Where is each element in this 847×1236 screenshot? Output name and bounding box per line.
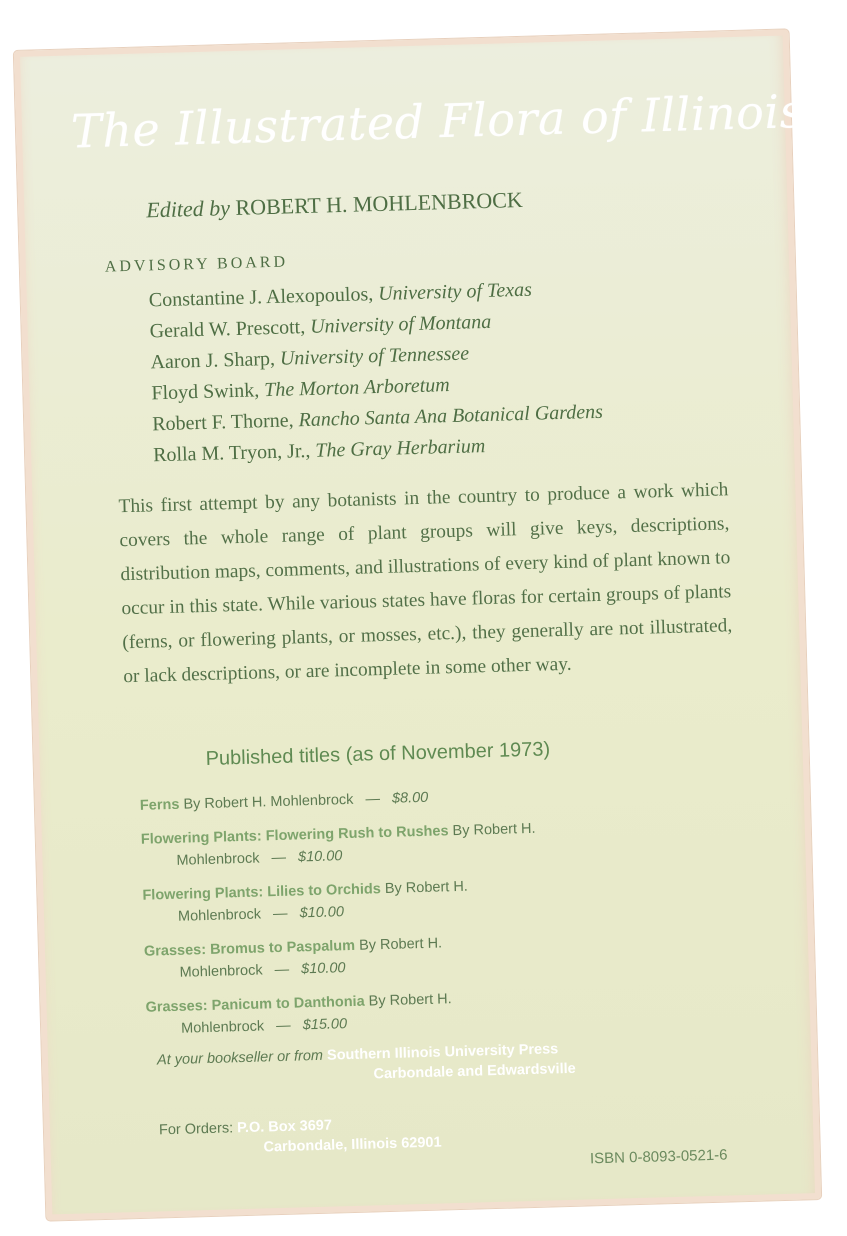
member-affiliation: The Gray Herbarium <box>315 435 486 462</box>
advisory-board-heading: ADVISORY BOARD <box>104 253 289 276</box>
edited-by-label: Edited by <box>145 195 231 223</box>
title-dash: — <box>275 1017 291 1035</box>
member-name: Aaron J. Sharp, <box>150 347 276 374</box>
book-back-cover <box>14 29 821 1220</box>
title-entry <box>141 812 742 873</box>
title-name: Ferns <box>139 796 180 814</box>
title-author-cont: Mohlenbrock <box>176 850 260 869</box>
member-affiliation: University of Texas <box>377 278 533 305</box>
title-author: By Robert H. <box>358 935 443 954</box>
title-price: $10.00 <box>299 904 345 922</box>
title-name: Flowering Plants: Lilies to Orchids <box>142 881 382 904</box>
title-price: $10.00 <box>297 848 343 866</box>
title-dash: — <box>272 905 288 923</box>
member-name: Constantine J. Alexopoulos, <box>148 283 374 312</box>
bookseller-label: At your bookseller or from <box>156 1047 324 1069</box>
editor-line <box>146 187 523 224</box>
title-dash: — <box>365 791 381 808</box>
title-dash: — <box>274 961 290 979</box>
title-author: By Robert H. Mohlenbrock <box>183 791 354 813</box>
member-affiliation: The Morton Arboretum <box>263 374 450 402</box>
title-author: By Robert H. <box>368 991 452 1010</box>
orders-info <box>159 1115 442 1159</box>
title-author: By Robert H. <box>384 878 469 898</box>
title-name: Flowering Plants: Flowering Rush to Rushes <box>140 823 449 848</box>
publisher-location: Carbondale and Edwardsville <box>373 1060 576 1083</box>
title-name: Grasses: Bromus to Paspalum <box>143 937 356 960</box>
published-titles-heading: Published titles (as of November 1973) <box>205 738 551 770</box>
member-affiliation: University of Montana <box>309 310 492 338</box>
isbn-number: ISBN 0-8093-0521-6 <box>589 1146 728 1168</box>
title-entry <box>142 868 743 929</box>
title-name: Grasses: Panicum to Danthonia <box>145 993 365 1016</box>
member-name: Rolla M. Tryon, Jr., <box>152 439 311 467</box>
publisher-name: Southern Illinois University Press <box>326 1041 559 1064</box>
title-price: $10.00 <box>300 960 346 978</box>
title-author: By Robert H. <box>452 820 536 840</box>
editor-name: ROBERT H. MOHLENBROCK <box>235 186 524 220</box>
book-title: The Illustrated Flora of Illinois <box>70 84 805 159</box>
title-entry <box>144 924 745 985</box>
advisory-board-list <box>148 273 604 472</box>
title-price: $15.00 <box>302 1016 348 1034</box>
title-author-cont: Mohlenbrock <box>180 1018 265 1037</box>
title-price: $8.00 <box>391 789 429 807</box>
published-titles-list <box>140 778 747 1053</box>
member-affiliation: University of Tennessee <box>279 342 470 370</box>
member-affiliation: Rancho Santa Ana Botanical Gardens <box>298 400 604 432</box>
orders-address-line1: P.O. Box 3697 <box>236 1117 333 1137</box>
member-name: Floyd Swink, <box>151 379 260 405</box>
orders-address-line2: Carbondale, Illinois 62901 <box>263 1134 442 1156</box>
title-entry <box>145 980 746 1041</box>
book-description: This first attempt by any botanists in the country to produce a work which covers the whole range of plant groups will give keys, descriptions, distribution maps, comments, and illustrations of every kind of plant known to occur in this state. While various states have floras for certain groups of plants (ferns, or flowering plants, or mosses, etc.), they generally are not illustrated, or lack descriptions, or are incomplete in some other way. <box>118 479 733 688</box>
title-author-cont: Mohlenbrock <box>177 906 262 925</box>
title-entry <box>140 778 740 817</box>
title-dash: — <box>271 849 287 867</box>
title-author-cont: Mohlenbrock <box>179 962 263 981</box>
member-name: Gerald W. Prescott, <box>149 316 306 343</box>
orders-label: For Orders: <box>158 1120 234 1139</box>
member-name: Robert F. Thorne, <box>151 409 294 436</box>
